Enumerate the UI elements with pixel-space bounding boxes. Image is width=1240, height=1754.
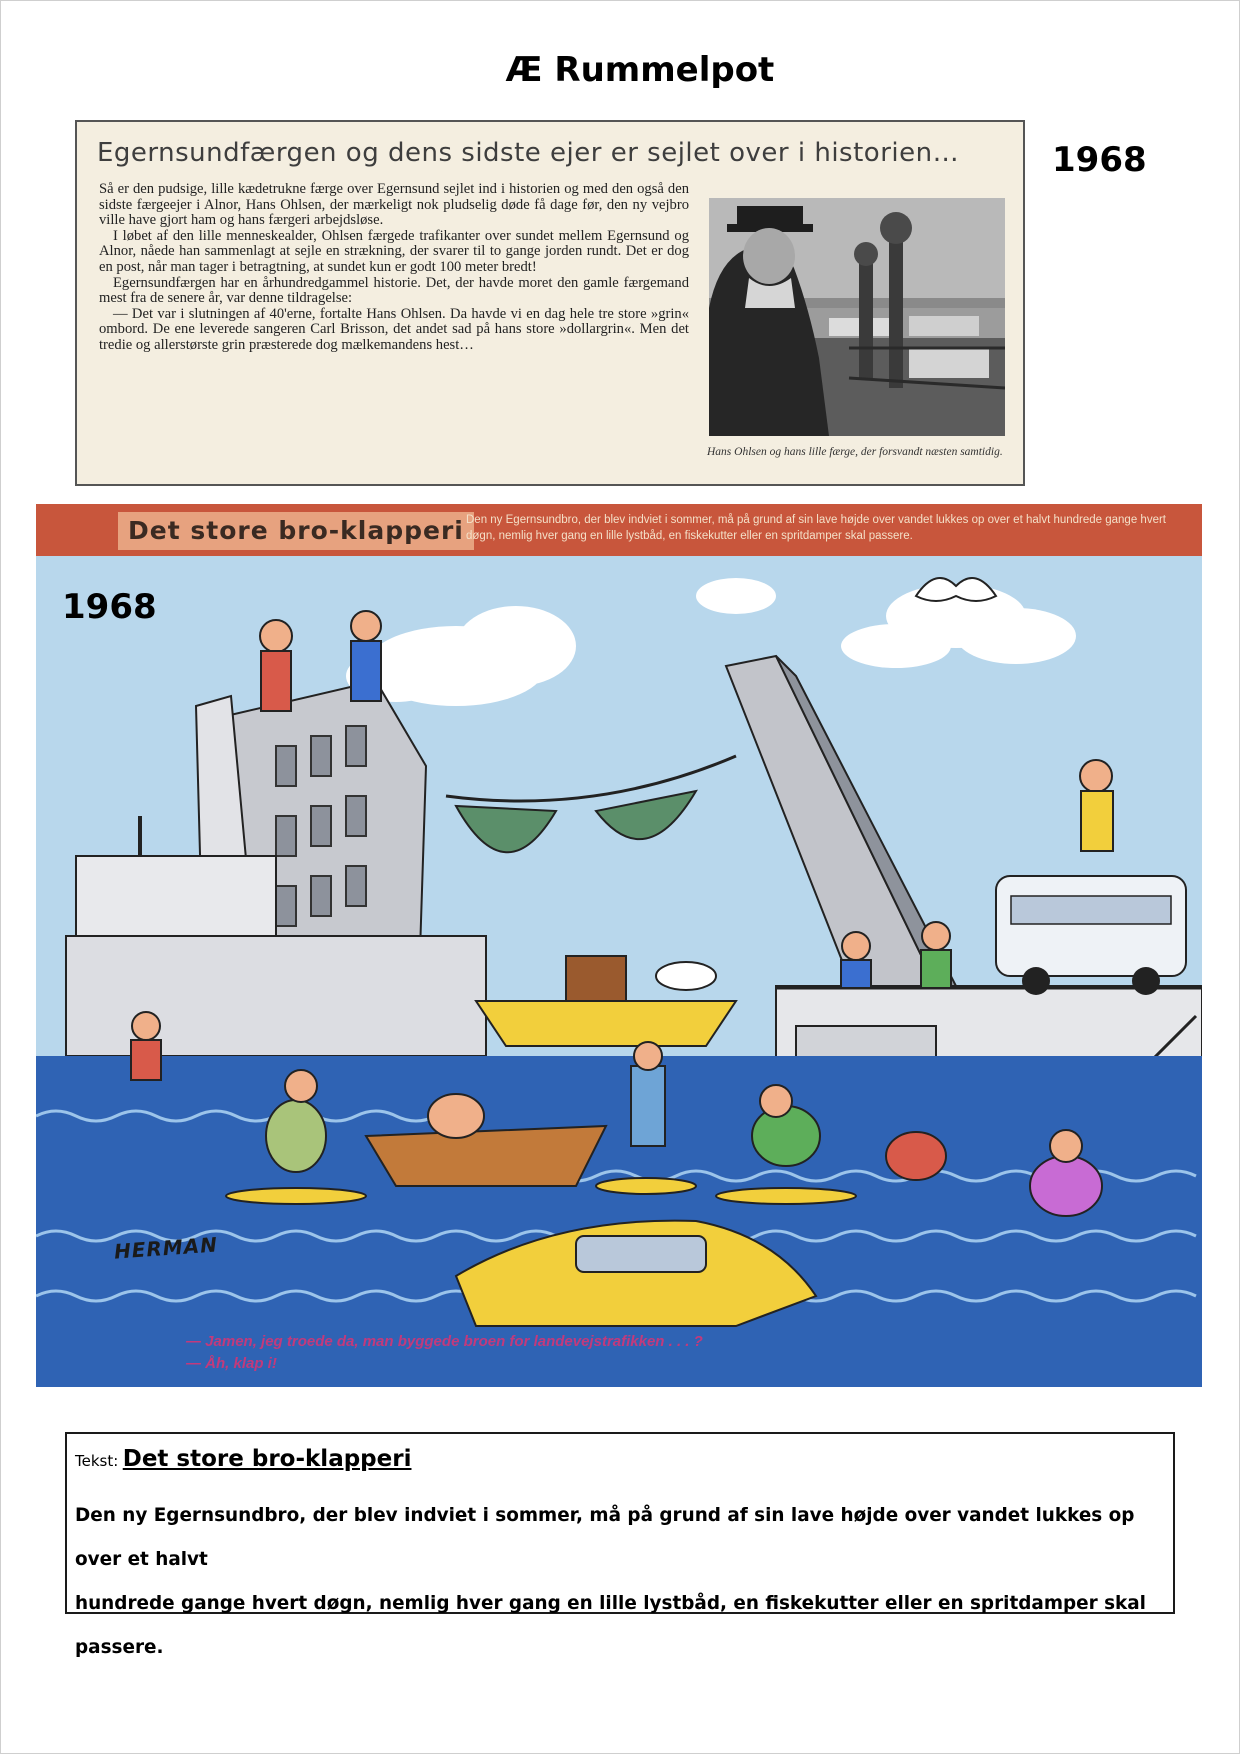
ferryman-photo-image (709, 198, 1005, 436)
cartoon-caption-line: — Jamen, jeg troede da, man byggede broen for landevejstrafikken . . . ? (186, 1333, 703, 1350)
year-label-cartoon: 1968 (62, 587, 157, 627)
ferryman-photo (709, 198, 1005, 436)
transcription-line: Den ny Egernsundbro, der blev indviet i sommer, må på grund af sin lave højde over vandet lukkes op over et halvt (75, 1505, 1135, 1570)
page-title: Æ Rummelpot (505, 50, 775, 90)
article-paragraph: Egernsundfærgen har en århundredgammel historie. Det, der havde moret den gamle færgemand mest fra de senere år, var denne tildragelse: (99, 274, 689, 307)
transcription-text (75, 1494, 1170, 1670)
cartoon-subtitle: Den ny Egernsundbro, der blev indviet i sommer, må på grund af sin lave højde over vandet lukkes op over et halvt hundrede gange hvert døgn, nemlig hver gang en lille lystbåd, en fiskekutter eller en spritdamper skal passere. (466, 514, 1166, 542)
transcription-line: hundrede gange hvert døgn, nemlig hver gang en lille lystbåd, en fiskekutter eller en spritdamper skal passere. (75, 1593, 1146, 1658)
transcription-title: Det store bro-klapperi (122, 1446, 412, 1472)
newspaper-clipping (75, 120, 1025, 486)
clipping-article (99, 182, 689, 482)
transcription-box (65, 1432, 1175, 1658)
article-paragraph: I løbet af den lille menneskealder, Ohlsen færgede trafikanter over sundet mellem Egernsund og Alnor, nåede han sammenlagt at sejle en strækning, der svarer til to gange jorden rundt. Det er dog en post, når man tager i betragtning, at sundet kun er godt 100 meter bredt! (99, 227, 689, 275)
cartoon-title: Det store bro-klapperi (118, 512, 474, 550)
article-paragraph: Så er den pudsige, lille kædetrukne færge over Egernsund sejlet ind i historien og med den også den sidste færgeejer i Alnor, Hans Ohlsen, der mærkeligt nok pludselig døde få dage før, den ny vejbro ville have gjort ham og hans færgeri arbejdsløse. (99, 182, 689, 229)
photo-caption: Hans Ohlsen og hans lille færge, der forsvandt næsten samtidig. (707, 446, 1003, 458)
cartoon-caption (186, 1331, 703, 1375)
year-label-clipping: 1968 (1052, 140, 1147, 180)
cartoon-illustration (36, 556, 1202, 1387)
article-paragraph: — Det var i slutningen af 40'erne, fortalte Hans Ohlsen. Da havde vi en dag hele tre store »grin« ombord. De ene leverede sangeren Carl Brisson, det andet sad på hans store »dollargrin«. Men det tredie og allerstørste grin præsterede dog mælkemandens hest… (99, 305, 689, 353)
transcription-label: Tekst: (75, 1452, 119, 1470)
artist-signature: HERMAN (113, 1232, 219, 1264)
clipping-headline: Egernsundfærgen og dens sidste ejer er sejlet over i historien… (97, 138, 960, 168)
cartoon-header (36, 504, 1202, 556)
cartoon-panel (36, 504, 1202, 1387)
transcription-header (75, 1446, 411, 1472)
cartoon-caption-line: — Åh, klap i! (186, 1355, 277, 1372)
